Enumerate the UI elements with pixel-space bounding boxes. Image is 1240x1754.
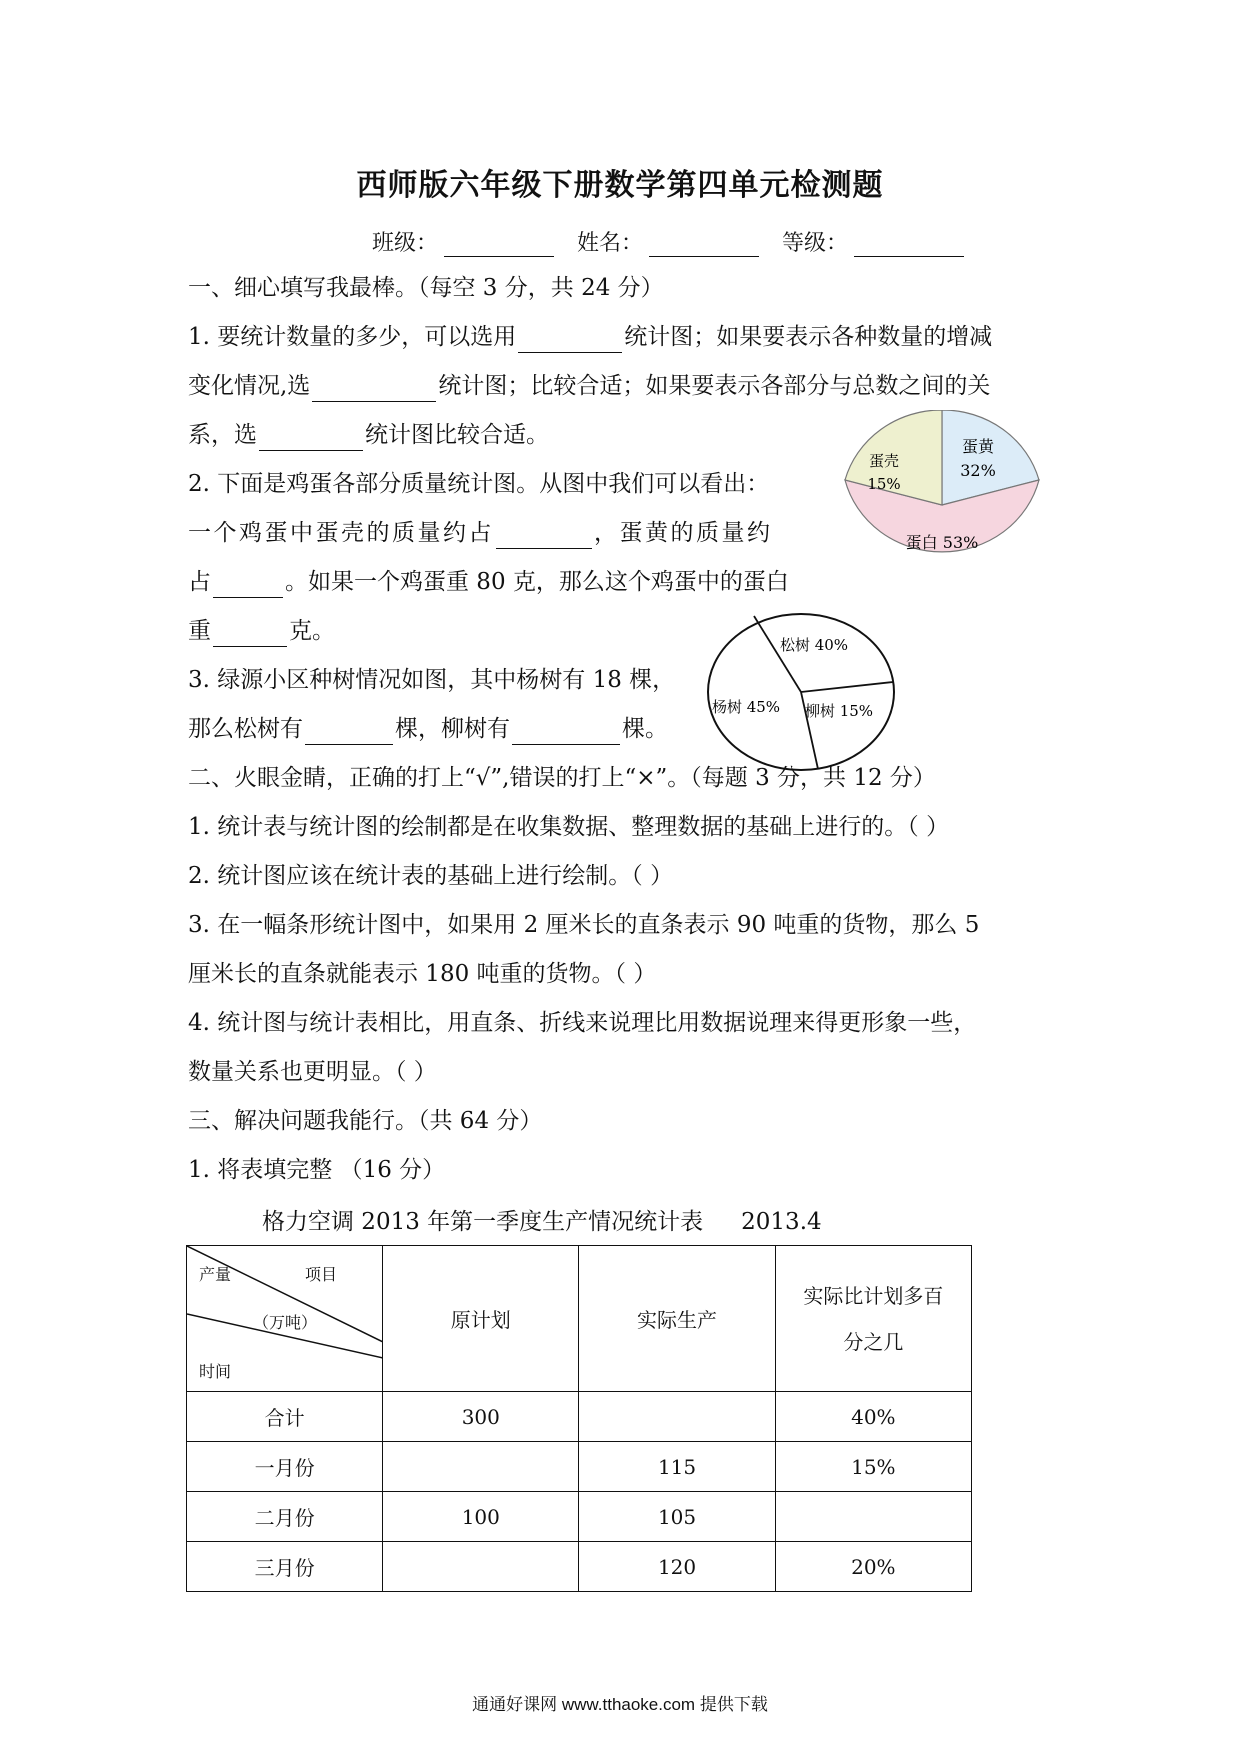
name-label: 姓名：	[577, 231, 644, 256]
name-blank[interactable]	[649, 230, 759, 257]
egg-white-label: 蛋白 53%	[905, 533, 979, 552]
row-label: 三月份	[187, 1542, 383, 1592]
s1-q2-line1: 2. 下面是鸡蛋各部分质量统计图。从图中我们可以看出：	[188, 471, 770, 497]
section2-heading: 二、火眼金睛，正确的打上“√”,错误的打上“×”。（每题 3 分，共 12 分）	[188, 765, 936, 791]
egg-shell-name: 蛋壳	[868, 452, 900, 470]
s2-q4-line1: 4. 统计图与统计表相比，用直条、折线来说理比用数据说理来得更形象一些，	[188, 1010, 977, 1036]
s1-q3-line1: 3. 绿源小区种树情况如图，其中杨树有 18 棵，	[188, 667, 676, 693]
s1-q2-line4	[188, 615, 335, 647]
s1-q3-text-d: 棵。	[622, 716, 668, 742]
s2-q3-line2: 厘米长的直条就能表示 180 吨重的货物。（ ）	[188, 961, 657, 987]
table-row	[187, 1492, 972, 1542]
egg-yolk-name: 蛋黄	[961, 437, 995, 456]
s1-q2-blank2[interactable]	[213, 571, 283, 598]
student-info-row	[372, 226, 980, 257]
s1-q1-line3	[188, 419, 549, 451]
corner-unit-label: （万吨）	[253, 1313, 318, 1332]
s1-q1-text-e: 系，选	[188, 422, 257, 448]
s1-q3-text-b: 那么松树有	[188, 716, 303, 742]
egg-pie-chart	[842, 410, 1042, 600]
tree-pie-chart	[706, 612, 896, 772]
s1-q1-line2	[188, 370, 990, 402]
col-header-percent-line1: 实际比计划多百	[803, 1283, 944, 1308]
willow-label: 柳树 15%	[804, 702, 874, 720]
plan-cell[interactable]	[383, 1542, 579, 1592]
actual-cell: 115	[579, 1442, 775, 1492]
production-table	[186, 1245, 972, 1592]
s1-q2-text-f: 重	[188, 618, 211, 644]
s1-q1-blank2[interactable]	[312, 375, 436, 402]
percent-cell[interactable]	[775, 1492, 971, 1542]
plan-cell[interactable]	[383, 1442, 579, 1492]
col-header-percent	[775, 1246, 971, 1392]
section3-heading: 三、解决问题我能行。（共 64 分）	[188, 1108, 543, 1134]
s1-q2-blank3[interactable]	[213, 620, 287, 647]
corner-item-label: 项目	[305, 1265, 338, 1284]
s1-q1-text-f: 统计图比较合适。	[365, 422, 549, 448]
egg-yolk-value: 32%	[960, 461, 996, 480]
s2-q4-line2: 数量关系也更明显。（ ）	[188, 1059, 437, 1085]
corner-output-label: 产量	[199, 1265, 232, 1284]
table-caption-date: 2013.4	[741, 1209, 822, 1235]
plan-cell: 300	[383, 1392, 579, 1442]
s1-q2-blank1[interactable]	[496, 522, 592, 549]
row-label: 合计	[187, 1392, 383, 1442]
grade-label: 等级：	[782, 231, 849, 256]
s1-q1-text-c: 变化情况,选	[188, 373, 311, 399]
table-row	[187, 1392, 972, 1442]
class-label: 班级：	[372, 231, 439, 256]
class-blank[interactable]	[444, 230, 554, 257]
table-caption-title: 格力空调 2013 年第一季度生产情况统计表	[262, 1209, 704, 1235]
row-label: 一月份	[187, 1442, 383, 1492]
s1-q2-text-b: 一个鸡蛋中蛋壳的质量约占	[188, 520, 494, 546]
s1-q3-blank2[interactable]	[512, 718, 620, 745]
page-title: 西师版六年级下册数学第四单元检测题	[356, 168, 884, 203]
table-caption	[262, 1203, 822, 1236]
s1-q1-blank3[interactable]	[259, 424, 363, 451]
col-header-actual: 实际生产	[579, 1246, 775, 1392]
s1-q1-line1	[188, 321, 992, 353]
s1-q1-blank1[interactable]	[518, 326, 622, 353]
row-label: 二月份	[187, 1492, 383, 1542]
s1-q1-text-a: 1. 要统计数量的多少，可以选用	[188, 324, 517, 350]
actual-cell[interactable]	[579, 1392, 775, 1442]
s1-q1-text-b: 统计图；如果要表示各种数量的增减	[624, 324, 993, 350]
s2-q2: 2. 统计图应该在统计表的基础上进行绘制。（ ）	[188, 863, 674, 889]
table-row	[187, 1442, 972, 1492]
plan-cell: 100	[383, 1492, 579, 1542]
actual-cell: 105	[579, 1492, 775, 1542]
s1-q2-text-e: 。如果一个鸡蛋重 80 克，那么这个鸡蛋中的蛋白	[285, 569, 789, 595]
s1-q1-text-d: 统计图；比较合适；如果要表示各部分与总数之间的关	[438, 373, 991, 399]
col-header-plan: 原计划	[383, 1246, 579, 1392]
poplar-label: 杨树 45%	[711, 698, 781, 716]
s1-q3-blank1[interactable]	[305, 718, 393, 745]
corner-time-label: 时间	[199, 1362, 232, 1381]
s1-q2-line3	[188, 566, 789, 598]
s1-q2-text-d: 占	[188, 569, 211, 595]
s1-q2-line2	[188, 517, 773, 549]
grade-blank[interactable]	[854, 230, 964, 257]
percent-cell: 40%	[775, 1392, 971, 1442]
footer-credit: 通通好课网 www.tthaoke.com 提供下载	[472, 1695, 768, 1714]
table-header-row	[187, 1246, 972, 1392]
s1-q2-text-g: 克。	[289, 618, 335, 644]
s2-q1: 1. 统计表与统计图的绘制都是在收集数据、整理数据的基础上进行的。（ ）	[188, 814, 950, 840]
percent-cell: 15%	[775, 1442, 971, 1492]
s3-q1: 1. 将表填完整 （16 分）	[188, 1157, 446, 1183]
s1-q3-text-c: 棵，柳树有	[395, 716, 510, 742]
col-header-percent-line2: 分之几	[843, 1329, 904, 1354]
table-corner-header	[187, 1246, 383, 1392]
pine-label: 松树 40%	[779, 636, 849, 654]
s2-q3-line1: 3. 在一幅条形统计图中，如果用 2 厘米长的直条表示 90 吨重的货物，那么 5	[188, 912, 980, 938]
percent-cell: 20%	[775, 1542, 971, 1592]
actual-cell: 120	[579, 1542, 775, 1592]
table-row	[187, 1542, 972, 1592]
egg-shell-value: 15%	[867, 475, 901, 493]
s1-q2-text-c: ，蛋黄的质量约	[594, 520, 773, 546]
section1-heading: 一、细心填写我最棒。（每空 3 分，共 24 分）	[188, 275, 664, 301]
s1-q3-line2	[188, 713, 668, 745]
